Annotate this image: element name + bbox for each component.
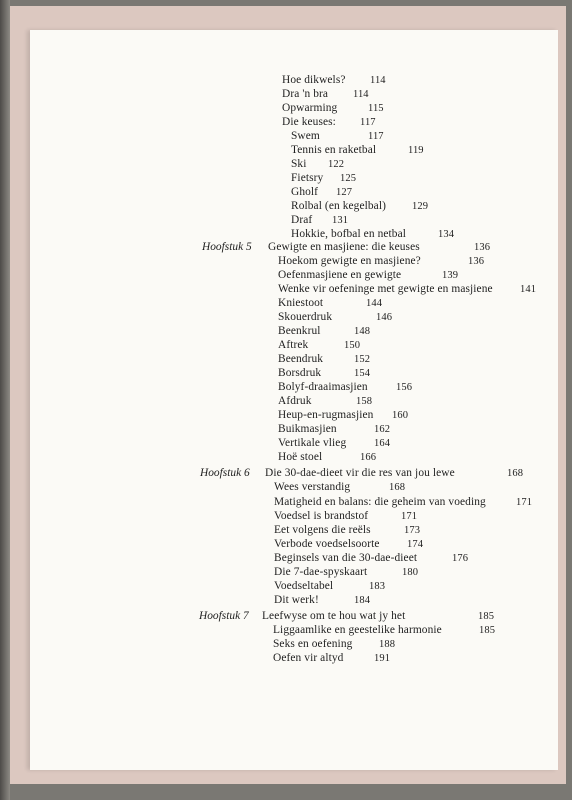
book-page bbox=[30, 30, 558, 770]
toc-page-number: 180 bbox=[402, 567, 419, 578]
toc-entry-title: Wenke vir oefeninge met gewigte en masjiene bbox=[278, 283, 493, 295]
toc-entry-title: Liggaamlike en geestelike harmonie bbox=[273, 624, 442, 636]
toc-page-number: 162 bbox=[374, 424, 391, 435]
toc-entry-title: Gewigte en masjiene: die keuses bbox=[268, 241, 420, 253]
toc-page-number: 156 bbox=[396, 382, 413, 393]
toc-page-number: 173 bbox=[404, 525, 421, 536]
toc-page-number: 183 bbox=[369, 581, 386, 592]
toc-page-number: 136 bbox=[468, 256, 485, 267]
toc-entry-title: Leefwyse om te hou wat jy het bbox=[262, 610, 406, 622]
toc-entry-title: Opwarming bbox=[282, 102, 338, 114]
toc-page-number: 125 bbox=[340, 173, 357, 184]
toc-page-number: 191 bbox=[374, 653, 391, 664]
toc-entry-title: Vertikale vlieg bbox=[278, 437, 347, 449]
toc-entry-title: Die 7-dae-spyskaart bbox=[274, 566, 368, 578]
toc-entry-title: Eet volgens die reëls bbox=[274, 524, 371, 536]
toc-entry-title: Matigheid en balans: die geheim van voeding bbox=[274, 496, 486, 508]
toc-page-number: 164 bbox=[374, 438, 391, 449]
toc-page-number: 150 bbox=[344, 340, 361, 351]
toc-entry-title: Wees verstandig bbox=[274, 481, 351, 493]
toc-entry-title: Dra 'n bra bbox=[282, 88, 329, 100]
toc-entry-title: Gholf bbox=[291, 186, 319, 198]
toc-entry-title: Afdruk bbox=[278, 395, 312, 407]
toc-page-number: 185 bbox=[479, 625, 496, 636]
toc-entry-title: Voedsel is brandstof bbox=[274, 510, 369, 522]
toc-page-number: 166 bbox=[360, 452, 377, 463]
chapter-label: Hoofstuk 5 bbox=[202, 241, 252, 253]
toc-page-number: 154 bbox=[354, 368, 371, 379]
toc-entry-title: Heup-en-rugmasjien bbox=[278, 409, 374, 421]
toc-page-number: 114 bbox=[353, 89, 369, 100]
toc-page-number: 136 bbox=[474, 242, 491, 253]
toc-page-number: 141 bbox=[520, 284, 537, 295]
toc-entry-title: Dit werk! bbox=[274, 594, 319, 606]
toc-entry-title: Skouerdruk bbox=[278, 311, 333, 323]
toc-page-number: 117 bbox=[368, 131, 384, 142]
toc-entry-title: Borsdruk bbox=[278, 367, 322, 379]
toc-entry-title: Hoekom gewigte en masjiene? bbox=[278, 255, 421, 267]
toc-page-number: 144 bbox=[366, 298, 383, 309]
chapter-label: Hoofstuk 7 bbox=[199, 610, 249, 622]
toc-page-number: 174 bbox=[407, 539, 424, 550]
toc-page-number: 148 bbox=[354, 326, 371, 337]
toc-page-number: 188 bbox=[379, 639, 396, 650]
toc-entry-title: Oefenmasjiene en gewigte bbox=[278, 269, 402, 281]
toc-entry-title: Fietsry bbox=[291, 172, 324, 184]
toc-entry-title: Buikmasjien bbox=[278, 423, 337, 435]
toc-entry-title: Beendruk bbox=[278, 353, 324, 365]
toc-entry-title: Oefen vir altyd bbox=[273, 652, 344, 664]
toc-entry-title: Die keuses: bbox=[282, 116, 336, 128]
toc-entry-title: Die 30-dae-dieet vir die res van jou lewe bbox=[265, 467, 455, 479]
toc-page-number: 184 bbox=[354, 595, 371, 606]
toc-page-number: 119 bbox=[408, 145, 424, 156]
toc-page-number: 129 bbox=[412, 201, 429, 212]
toc-page-number: 114 bbox=[370, 75, 386, 86]
toc-page-number: 152 bbox=[354, 354, 371, 365]
toc-page-number: 127 bbox=[336, 187, 353, 198]
toc-entry-title: Tennis en raketbal bbox=[291, 144, 377, 156]
toc-page-number: 158 bbox=[356, 396, 373, 407]
toc-entry-title: Ski bbox=[291, 158, 307, 170]
toc-entry-title: Beginsels van die 30-dae-dieet bbox=[274, 552, 418, 564]
toc-entry-title: Verbode voedselsoorte bbox=[274, 538, 380, 550]
toc-page-number: 115 bbox=[368, 103, 384, 114]
book-spine-edge bbox=[0, 0, 10, 800]
toc-page-number: 122 bbox=[328, 159, 345, 170]
toc-entry-title: Rolbal (en kegelbal) bbox=[291, 200, 386, 212]
toc-page-number: 168 bbox=[507, 468, 524, 479]
toc-entry-title: Hoe dikwels? bbox=[282, 74, 346, 86]
toc-page-number: 171 bbox=[401, 511, 418, 522]
toc-entry-title: Seks en oefening bbox=[273, 638, 353, 650]
toc-entry-title: Voedseltabel bbox=[274, 580, 334, 592]
toc-page-number: 168 bbox=[389, 482, 406, 493]
toc-page-number: 146 bbox=[376, 312, 393, 323]
toc-page-number: 160 bbox=[392, 410, 409, 421]
toc-page-number: 185 bbox=[478, 611, 495, 622]
toc-entry-title: Swem bbox=[291, 130, 320, 142]
toc-page-number: 139 bbox=[442, 270, 459, 281]
toc-page-number: 171 bbox=[516, 497, 533, 508]
chapter-label: Hoofstuk 6 bbox=[200, 467, 250, 479]
toc-page-number: 117 bbox=[360, 117, 376, 128]
toc-page-number: 176 bbox=[452, 553, 469, 564]
toc-entry-title: Bolyf-draaimasjien bbox=[278, 381, 368, 393]
toc-entry-title: Hokkie, bofbal en netbal bbox=[291, 228, 407, 240]
toc-entry-title: Hoë stoel bbox=[278, 451, 323, 463]
toc-page-number: 134 bbox=[438, 229, 455, 240]
toc-entry-title: Draf bbox=[291, 214, 313, 226]
toc-entry-title: Beenkrul bbox=[278, 325, 321, 337]
toc-entry-title: Kniestoot bbox=[278, 297, 324, 309]
toc-entry-title: Aftrek bbox=[278, 339, 309, 351]
toc-page-number: 131 bbox=[332, 215, 349, 226]
